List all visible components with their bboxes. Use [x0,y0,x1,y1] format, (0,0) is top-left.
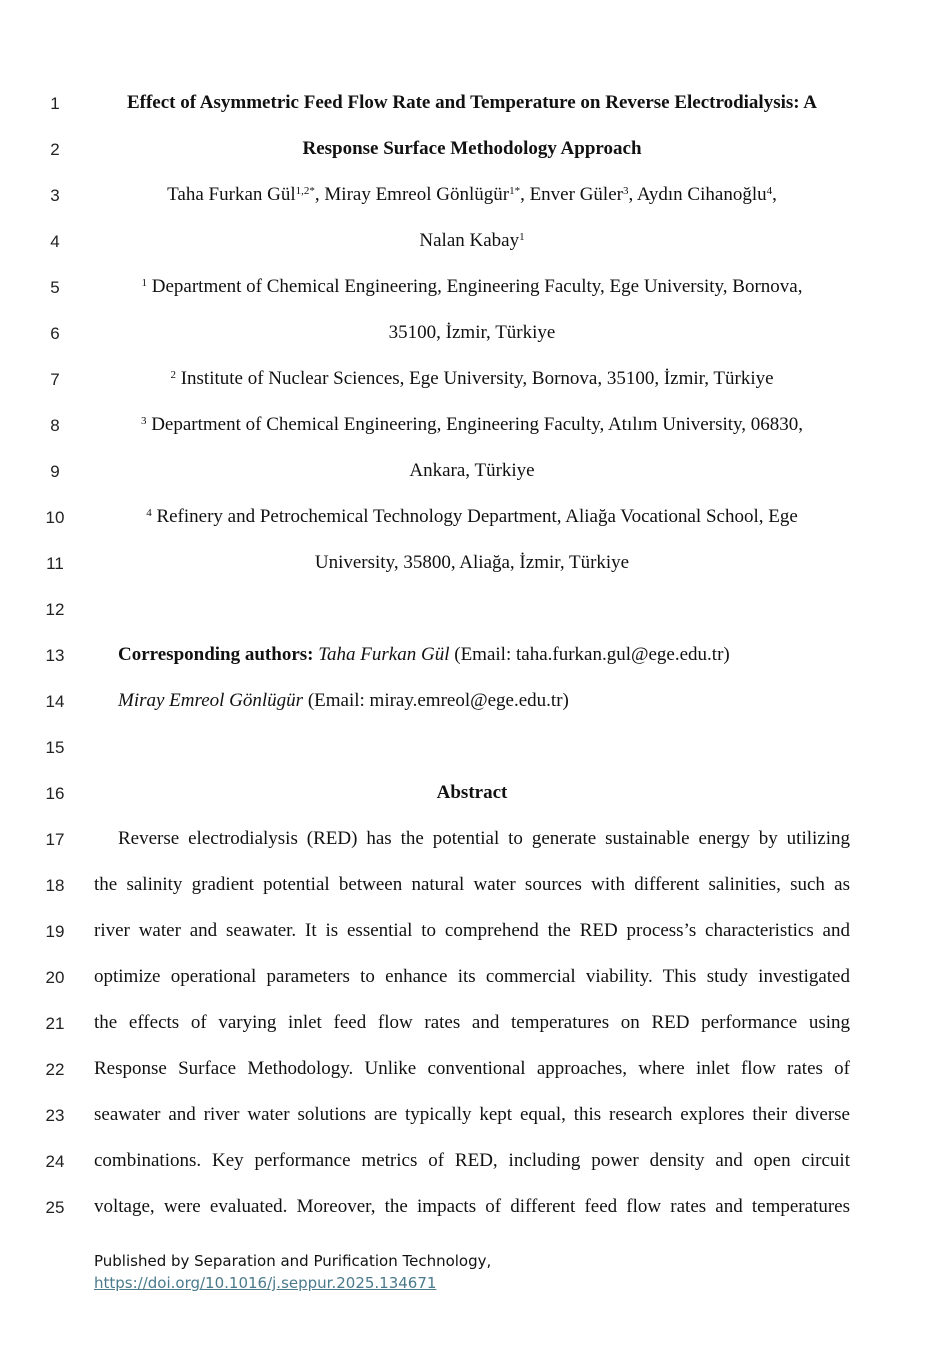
affiliation-3: $^3$ Department of Chemical Engineering, Engineering Faculty, Atılım University, 06830, [140,414,804,435]
line-number: 5 [50,278,60,297]
author-name: Miray Emreol Gönlügür [324,184,510,205]
abstract-line: the effects of varying inlet feed flow rates and temperatures on RED performance using [94,1012,850,1033]
affiliation-1: $^1$ Department of Chemical Engineering, Engineering Faculty, Ege University, Bornova, [141,276,803,297]
abstract-line: combinations. Key performance metrics of RED, including power density and open circuit [94,1150,850,1171]
authors-line-2: Nalan Kabay$^1$ [419,230,525,251]
publication-footer [94,1250,491,1294]
abstract-line: seawater and river water solutions are typically kept equal, this research explores their diverse [94,1104,850,1125]
line-number: 2 [50,140,60,159]
doi-link[interactable]: https://doi.org/10.1016/j.seppur.2025.134671 [94,1274,437,1292]
line-number: 7 [50,370,60,389]
line-number: 6 [50,324,60,343]
abstract-line: Response Surface Methodology. Unlike conventional approaches, where inlet flow rates of [94,1058,850,1079]
line-number: 23 [45,1106,65,1125]
line-number: 19 [45,922,65,941]
author-name: Enver Güler [529,184,623,205]
abstract-line: the salinity gradient potential between natural water sources with different salinities, such as [94,874,850,895]
author-name: Taha Furkan Gül [167,184,296,205]
line-number: 11 [46,554,64,573]
abstract-line: Reverse electrodialysis (RED) has the potential to generate sustainable energy by utilizing [118,828,850,849]
line-number: 14 [45,692,65,711]
abstract-line: optimize operational parameters to enhance its commercial viability. This study investigated [94,966,850,987]
line-number: 24 [45,1152,65,1171]
author-name: Nalan Kabay [419,230,520,251]
affiliation-4: $^4$ Refinery and Petrochemical Technology Department, Aliağa Vocational School, Ege [146,506,798,527]
abstract-heading: Abstract [436,782,508,803]
affiliation-1-cont: 35100, İzmir, Türkiye [388,322,556,343]
affiliation-4-cont: University, 35800, Aliağa, İzmir, Türkiye [314,552,630,573]
line-number: 4 [50,232,60,251]
line-number: 8 [50,416,60,435]
published-by: Published by Separation and Purification Technology, [94,1252,492,1270]
line-number: 15 [45,738,65,757]
affiliation-3-cont: Ankara, Türkiye [409,460,535,481]
affiliation-2: $^2$ Institute of Nuclear Sciences, Ege University, Bornova, 35100, İzmir, Türkiye [170,368,774,389]
author-name: Aydın Cihanoğlu [636,184,767,205]
line-number: 10 [45,508,65,527]
line-number: 12 [45,600,65,619]
line-number: 16 [45,784,65,803]
corresponding-authors: Corresponding authors: Taha Furkan Gül (Email: taha.furkan.gul@ege.edu.tr) [118,644,730,665]
line-number: 13 [45,646,65,665]
title-line-1: Effect of Asymmetric Feed Flow Rate and Temperature on Reverse Electrodialysis: A [126,92,818,113]
line-number: 20 [45,968,65,987]
line-number: 17 [45,830,65,849]
line-number: 21 [45,1014,65,1033]
abstract-line: river water and seawater. It is essential to comprehend the RED process’s characteristics and [94,920,850,941]
line-number: 9 [50,462,60,481]
line-number: 25 [45,1198,65,1217]
line-number: 18 [45,876,65,895]
authors-line-1: Taha Furkan Gül$^{1,2*}$, Miray Emreol Gönlügür$^{1*}$, Enver Güler$^3$, Aydın Cihanoğlu$^4$, [167,184,777,205]
abstract-line: voltage, were evaluated. Moreover, the impacts of different feed flow rates and temperatures [94,1196,850,1217]
line-number: 22 [45,1060,65,1079]
line-number: 1 [50,94,60,113]
corresponding-authors-2: Miray Emreol Gönlügür (Email: miray.emreol@ege.edu.tr) [118,690,569,711]
title-line-2: Response Surface Methodology Approach [302,138,642,159]
line-number: 3 [50,186,60,205]
